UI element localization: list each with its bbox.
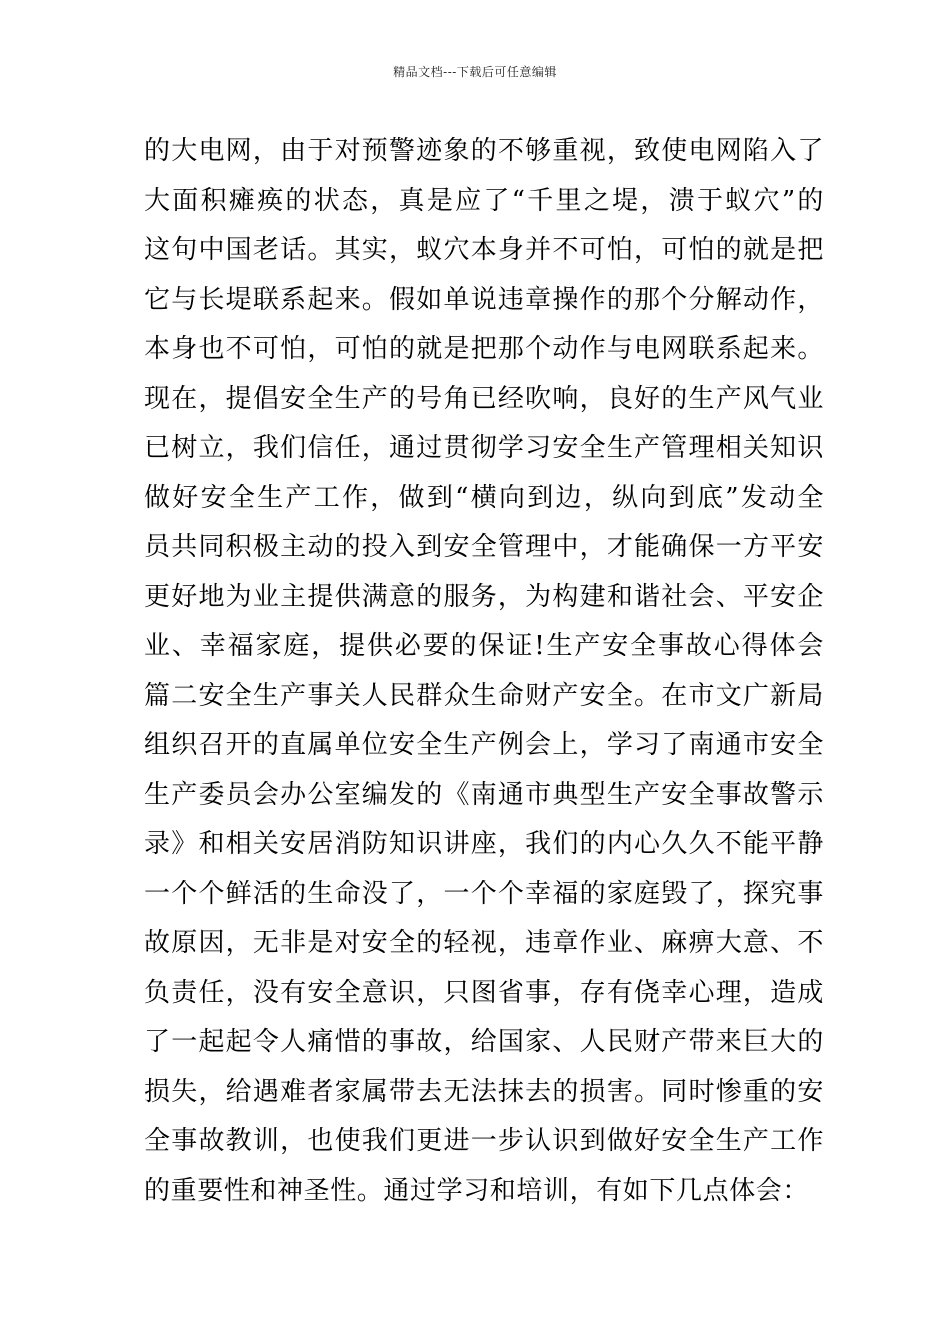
text-line: 已树立，我们信任，通过贯彻学习安全生产管理相关知识 — [144, 433, 824, 463]
text-line: 现在，提倡安全生产的号角已经吹响，良好的生产风气业 — [144, 383, 824, 414]
text-line: 故原因，无非是对安全的轻视，违章作业、麻痹大意、不 — [144, 928, 824, 958]
text-line: 更好地为业主提供满意的服务，为构建和谐社会、平安企 — [144, 581, 824, 612]
text-line: 做好安全生产工作，做到“横向到边，纵向到底”发动全 — [144, 482, 824, 513]
text-line: 的大电网，由于对预警迹象的不够重视，致使电网陷入了 — [144, 136, 824, 166]
text-line: 大面积瘫痪的状态，真是应了“千里之堤，溃于蚁穴”的 — [144, 185, 824, 216]
text-line: 它与长堤联系起来。假如单说违章操作的那个分解动作， — [144, 284, 824, 315]
text-line: 篇二安全生产事关人民群众生命财产安全。在市文广新局 — [144, 680, 824, 711]
text-line: 负责任，没有安全意识，只图省事，存有侥幸心理，造成 — [144, 977, 824, 1008]
text-line: 本身也不可怕，可怕的就是把那个动作与电网联系起来。 — [144, 334, 824, 364]
page-header: 精品文档---下载后可任意编辑 — [393, 65, 557, 79]
body-text — [144, 127, 824, 1216]
text-line: 组织召开的直属单位安全生产例会上，学习了南通市安全 — [144, 730, 824, 760]
text-line: 一个个鲜活的生命没了，一个个幸福的家庭毁了，探究事 — [144, 878, 824, 909]
text-line: 损失，给遇难者家属带去无法抹去的损害。同时惨重的安 — [144, 1076, 824, 1107]
text-line: 这句中国老话。其实，蚁穴本身并不可怕，可怕的就是把 — [144, 235, 824, 265]
text-line: 业、幸福家庭，提供必要的保证!生产安全事故心得体会 — [144, 631, 824, 661]
text-line: 员共同积极主动的投入到安全管理中，才能确保一方平安 — [144, 532, 824, 562]
text-line: 的重要性和神圣性。通过学习和培训，有如下几点体会： — [144, 1175, 810, 1206]
text-line: 了一起起令人痛惜的事故，给国家、人民财产带来巨大的 — [144, 1027, 824, 1057]
text-line: 全事故教训，也使我们更进一步认识到做好安全生产工作 — [144, 1126, 824, 1156]
text-line: 生产委员会办公室编发的《南通市典型生产安全事故警示 — [144, 779, 824, 810]
text-line: 录》和相关安居消防知识讲座，我们的内心久久不能平静 — [144, 829, 824, 859]
